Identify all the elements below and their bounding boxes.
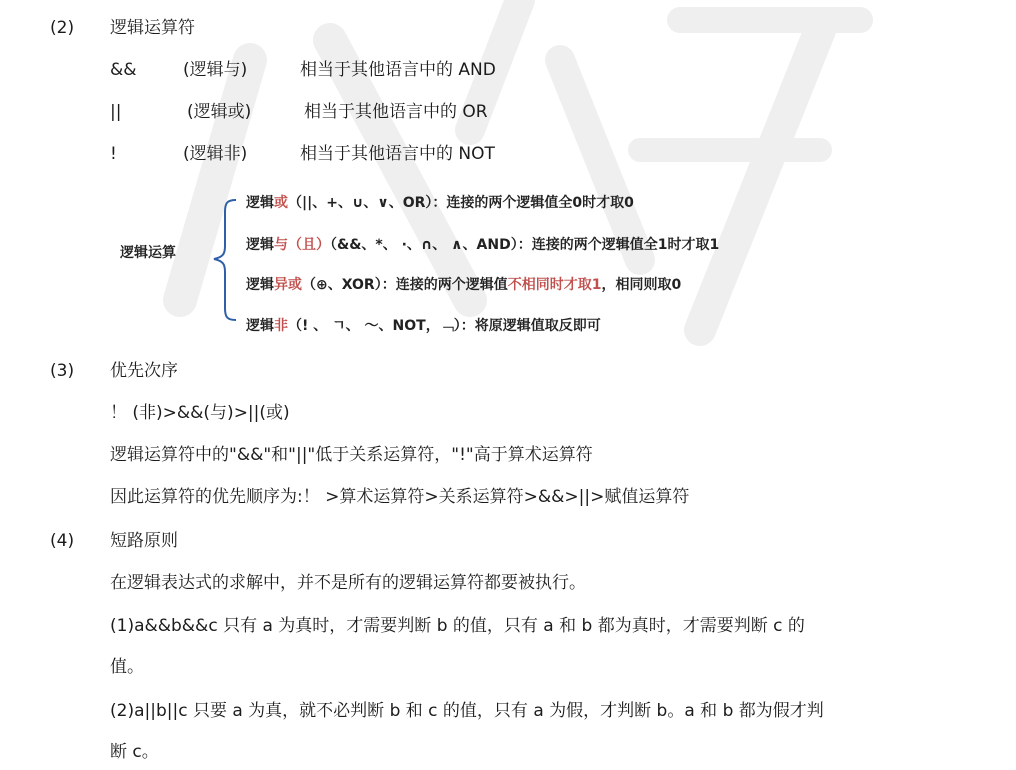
paragraph: 断 c。 (110, 742, 159, 762)
row-operator: 与（且） (274, 237, 330, 253)
row-operator: 异或 (274, 277, 302, 293)
section-title: 优先次序 (110, 361, 178, 381)
operator-symbol: && (110, 60, 137, 80)
row-lead: 逻辑 (246, 195, 274, 211)
diagram-row-not (246, 317, 601, 335)
priority-order: ！ (非)>&&(与)>||(或) (110, 403, 290, 423)
operator-desc: 相当于其他语言中的 NOT (300, 144, 495, 164)
row-operator: 或 (274, 195, 288, 211)
curly-brace-icon (205, 196, 241, 324)
row-lead: 逻辑 (246, 277, 274, 293)
operator-desc: 相当于其他语言中的 AND (300, 60, 496, 80)
row-text: （||、+、∪、∨、OR）：连接的两个逻辑值全0时才取0 (288, 195, 634, 211)
operator-name: (逻辑或) (187, 102, 252, 122)
operator-symbol: || (110, 102, 122, 122)
diagram-label: 逻辑运算 (120, 245, 176, 261)
row-lead: 逻辑 (246, 318, 274, 334)
row-operator: 非 (274, 318, 288, 334)
operator-name: (逻辑与) (183, 60, 248, 80)
diagram-row-or (246, 194, 634, 212)
row-text: （⊕、XOR）：连接的两个逻辑值 (302, 277, 508, 293)
row-text: （&&、*、 ·、∩、 ∧、AND）：连接的两个逻辑值全1时才取1 (330, 237, 720, 253)
row-lead: 逻辑 (246, 237, 274, 253)
section-number: (3) (50, 361, 75, 381)
row-text: （! 、 ㄱ、 ～、NOT，﹁）：将原逻辑值取反即可 (288, 318, 601, 334)
paragraph: 在逻辑表达式的求解中，并不是所有的逻辑运算符都要被执行。 (110, 573, 586, 593)
row-highlight: 不相同时才取1 (507, 277, 602, 293)
diagram-row-and (246, 236, 719, 254)
priority-summary: 因此运算符的优先顺序为:！ >算术运算符>关系运算符>&&>||>赋值运算符 (110, 487, 690, 507)
section-number: (4) (50, 531, 75, 551)
paragraph: (2)a||b||c 只要 a 为真，就不必判断 b 和 c 的值，只有 a 为假，才判断 b。a 和 b 都为假才判 (110, 701, 824, 721)
section-title: 逻辑运算符 (110, 18, 195, 38)
section-title: 短路原则 (110, 531, 178, 551)
paragraph: 值。 (110, 657, 144, 677)
operator-desc: 相当于其他语言中的 OR (304, 102, 488, 122)
section-number: (2) (50, 18, 75, 38)
paragraph: (1)a&&b&&c 只有 a 为真时，才需要判断 b 的值，只有 a 和 b 都为真时，才需要判断 c 的 (110, 616, 805, 636)
operator-name: (逻辑非) (183, 144, 248, 164)
diagram-row-xor (246, 276, 681, 294)
operator-symbol: ! (110, 144, 117, 164)
row-tail: ，相同则取0 (601, 277, 682, 293)
priority-note: 逻辑运算符中的"&&"和"||"低于关系运算符，"!"高于算术运算符 (110, 445, 593, 465)
